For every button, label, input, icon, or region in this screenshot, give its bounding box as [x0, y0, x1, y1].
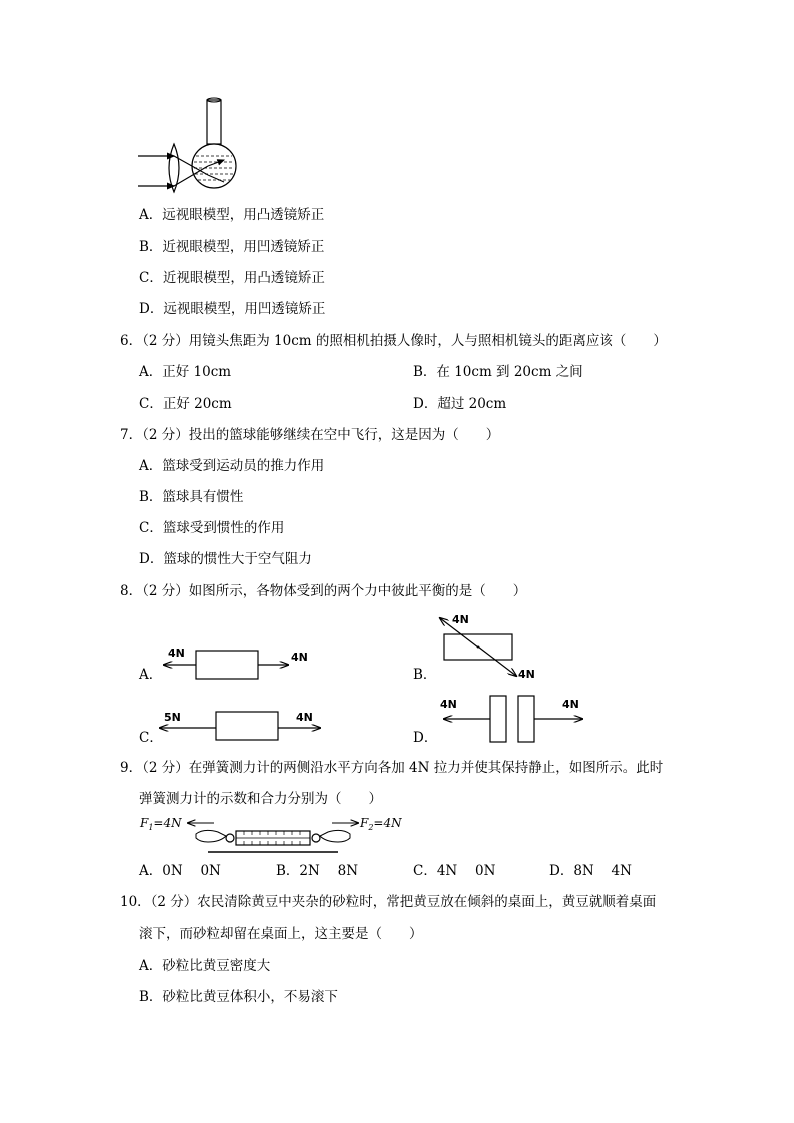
- q8-a-left-label: 4N: [168, 647, 185, 660]
- q8-figure-d: [434, 694, 594, 750]
- eye-model-figure: [134, 96, 234, 196]
- q9-stem-line2: 弹簧测力计的示数和合力分别为（ ）: [139, 791, 382, 807]
- q8-c-left-label: 5N: [164, 711, 181, 724]
- q6-option-a: A．正好 10cm: [139, 364, 232, 380]
- q10-option-b: B．砂粒比黄豆体积小，不易滚下: [139, 989, 338, 1005]
- q6-option-c: C．正好 20cm: [139, 396, 232, 412]
- q9-option-a: A．0N 0N: [139, 863, 221, 879]
- q6-option-b: B．在 10cm 到 20cm 之间: [413, 364, 583, 380]
- q8-option-d-letter: D．: [413, 730, 438, 746]
- q6-stem: 6．（2 分）用镜头焦距为 10cm 的照相机拍摄人像时，人与照相机镜头的距离应该（ ）: [120, 333, 667, 349]
- q9-stem-line1: 9．（2 分）在弹簧测力计的两侧沿水平方向各加 4N 拉力并使其保持静止，如图所示。此时: [120, 760, 664, 776]
- q7-option-b: B．篮球具有惯性: [139, 489, 244, 505]
- q8-d-right-label: 4N: [562, 698, 579, 711]
- q6-option-d: D．超过 20cm: [413, 396, 507, 412]
- q8-figure-b: [432, 612, 552, 682]
- q8-figure-a: [160, 645, 320, 685]
- q5-option-a: A．远视眼模型，用凸透镜矫正: [139, 207, 325, 223]
- q5-option-b: B．近视眼模型，用凹透镜矫正: [139, 239, 325, 255]
- q8-a-right-label: 4N: [291, 651, 308, 664]
- q5-option-c: C．近视眼模型，用凸透镜矫正: [139, 270, 325, 286]
- q10-option-a: A．砂粒比黄豆密度大: [139, 958, 271, 974]
- q8-figure-c: [158, 708, 328, 748]
- q10-stem-line1: 10．（2 分）农民清除黄豆中夹杂的砂粒时，常把黄豆放在倾斜的桌面上，黄豆就顺着桌面: [120, 894, 657, 910]
- q8-b-bottom-label: 4N: [518, 668, 535, 681]
- q8-c-right-label: 4N: [296, 711, 313, 724]
- q8-b-top-label: 4N: [452, 613, 469, 626]
- q7-option-c: C．篮球受到惯性的作用: [139, 520, 285, 536]
- spring-scale-figure: [138, 812, 408, 856]
- q8-stem: 8．（2 分）如图所示，各物体受到的两个力中彼此平衡的是（ ）: [120, 583, 527, 599]
- q9-option-c: C．4N 0N: [413, 863, 496, 879]
- q7-option-d: D．篮球的惯性大于空气阻力: [139, 551, 312, 567]
- q8-option-a-letter: A．: [139, 667, 163, 683]
- q5-option-d: D．远视眼模型，用凹透镜矫正: [139, 301, 326, 317]
- f1-label: $F_1=4N$: [140, 816, 182, 832]
- q8-option-c-letter: C．: [139, 730, 163, 746]
- q8-d-left-label: 4N: [440, 698, 457, 711]
- q7-stem: 7．（2 分）投出的篮球能够继续在空中飞行，这是因为（ ）: [120, 427, 500, 443]
- q8-option-b-letter: B．: [413, 667, 437, 683]
- f2-label: $F_2=4N$: [360, 816, 402, 832]
- q7-option-a: A．篮球受到运动员的推力作用: [139, 458, 325, 474]
- q9-option-d: D．8N 4N: [549, 863, 632, 879]
- q9-option-b: B．2N 8N: [276, 863, 359, 879]
- q10-stem-line2: 滚下，而砂粒却留在桌面上，这主要是（ ）: [139, 926, 423, 942]
